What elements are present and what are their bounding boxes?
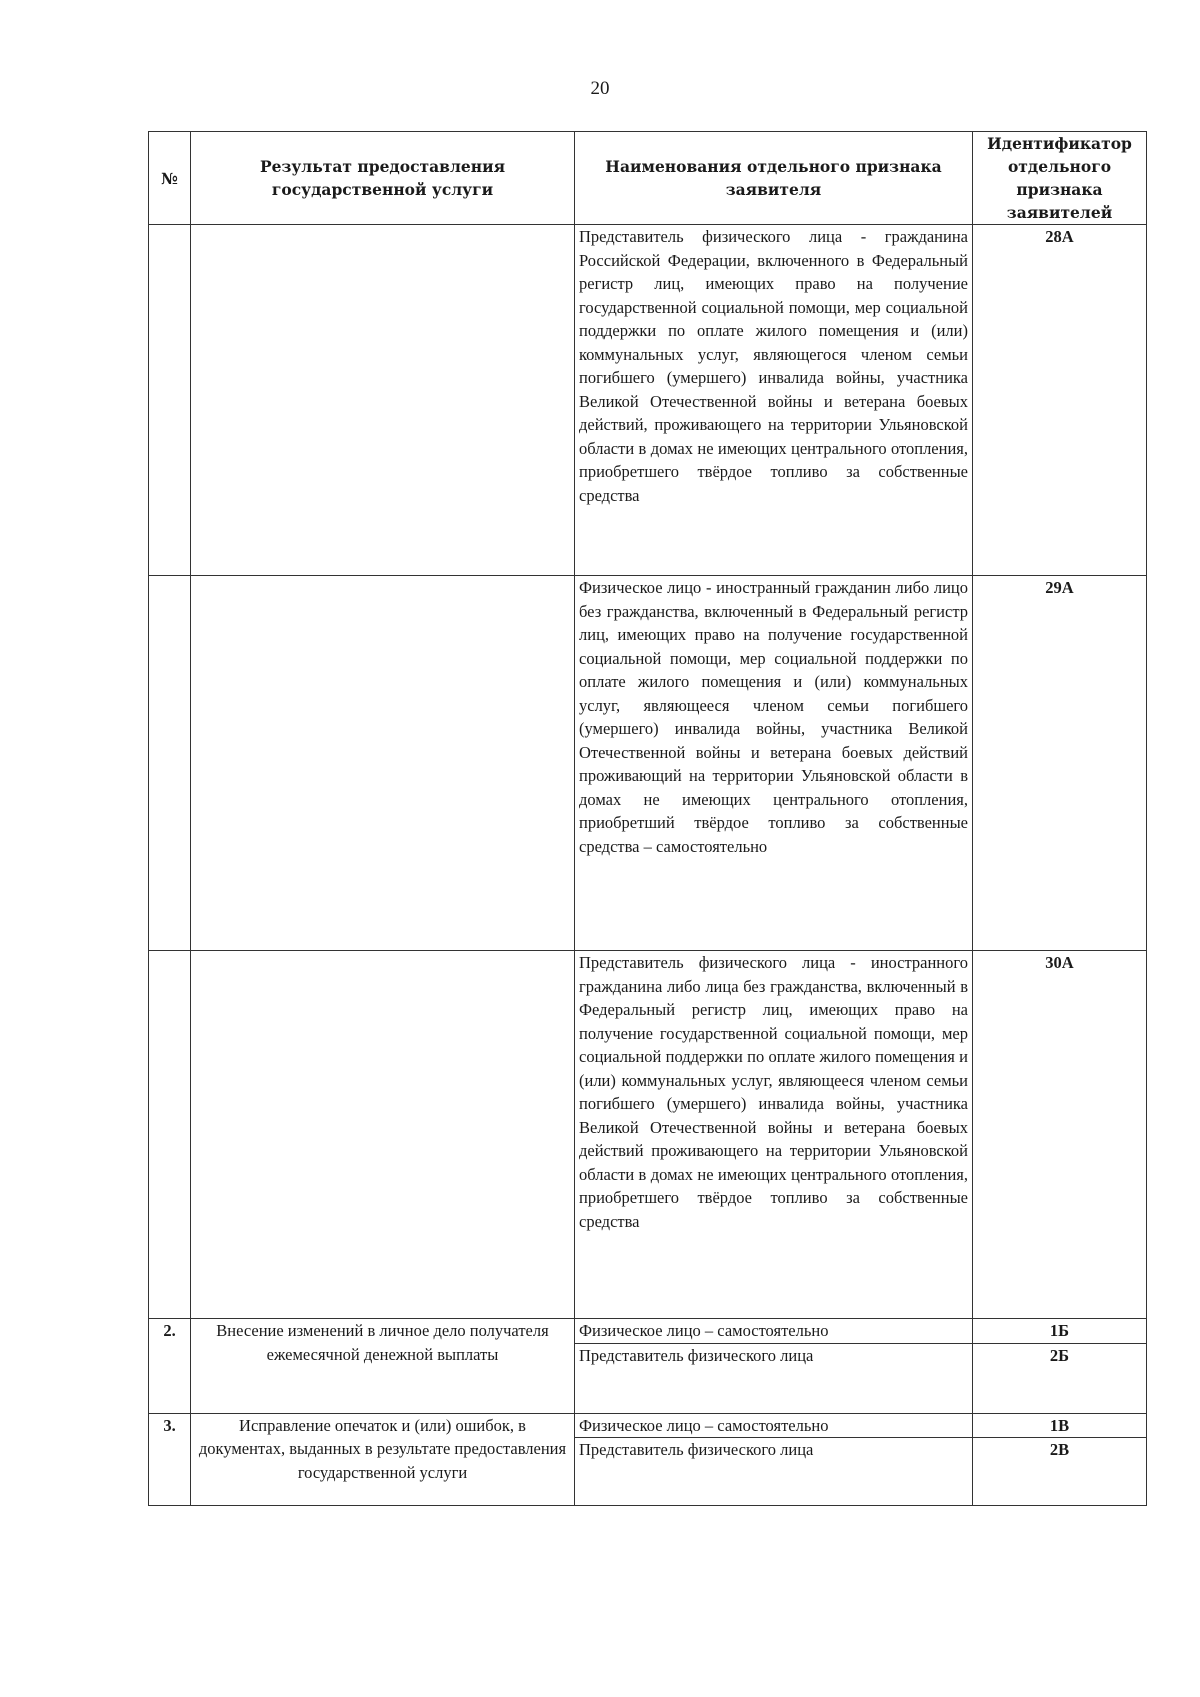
- row-num-cell: [149, 225, 191, 576]
- table-row: [149, 1413, 1147, 1438]
- row-result-cell: [191, 576, 575, 951]
- section-number: 3.: [149, 1413, 191, 1506]
- table-row: [149, 225, 1147, 576]
- feature-cell: Представитель физического лица: [575, 1438, 973, 1506]
- header-num: №: [149, 132, 191, 225]
- section-number: 2.: [149, 1319, 191, 1414]
- identifier-cell: 1В: [973, 1413, 1147, 1438]
- identifier-cell: 2Б: [973, 1343, 1147, 1413]
- row-result-cell: [191, 951, 575, 1319]
- row-num-cell: [149, 951, 191, 1319]
- header-feature: Наименования отдельного признака заявителя: [575, 132, 973, 225]
- identifier-cell: 2В: [973, 1438, 1147, 1506]
- feature-cell: Физическое лицо - иностранный гражданин либо лицо без гражданства, включенный в Федеральный регистр лиц, имеющих право на получение государственной социальной помощи, мер социальной поддержки по оплате жилого помещения и (или) коммунальных услуг, являющееся членом семьи погибшего (умершего) инвалида войны, участника Великой Отечественной войны и ветерана боевых действий проживающий на территории Ульяновской области в домах не имеющих центрального отопления, приобретший твёрдое топливо за собственные средства – самостоятельно: [575, 576, 973, 951]
- table-row: [149, 576, 1147, 951]
- feature-cell: Представитель физического лица: [575, 1343, 973, 1413]
- section-result: Внесение изменений в личное дело получателя ежемесячной денежной выплаты: [191, 1319, 575, 1414]
- feature-cell: Представитель физического лица - гражданина Российской Федерации, включенного в Федеральный регистр лиц, имеющих право на получение государственной социальной помощи, мер социальной поддержки по оплате жилого помещения и (или) коммунальных услуг, являющегося членом семьи погибшего (умершего) инвалида войны, участника Великой Отечественной войны и ветерана боевых действий, проживающего на территории Ульяновской области в домах не имеющих центрального отопления, приобретшего твёрдое топливо за собственные средства: [575, 225, 973, 576]
- table-row: [149, 951, 1147, 1319]
- table-row: [149, 1319, 1147, 1344]
- header-id: Идентификатор отдельного признака заявителей: [973, 132, 1147, 225]
- feature-cell: Физическое лицо – самостоятельно: [575, 1319, 973, 1344]
- applicant-features-table: [148, 131, 1147, 1506]
- row-num-cell: [149, 576, 191, 951]
- table-header-row: [149, 132, 1147, 225]
- feature-cell: Представитель физического лица - иностранного гражданина либо лица без гражданства, включенный в Федеральный регистр лиц, имеющих право на получение государственной социальной помощи, мер социальной поддержки по оплате жилого помещения и (или) коммунальных услуг, являющееся членом семьи погибшего (умершего) инвалида войны, участника Великой Отечественной войны и ветерана боевых действий проживающего на территории Ульяновской области в домах не имеющих центрального отопления, приобретшего твёрдое топливо за собственные средства: [575, 951, 973, 1319]
- identifier-cell: 29А: [973, 576, 1147, 951]
- identifier-cell: 30А: [973, 951, 1147, 1319]
- section-result: Исправление опечаток и (или) ошибок, в документах, выданных в результате предоставления государственной услуги: [191, 1413, 575, 1506]
- row-result-cell: [191, 225, 575, 576]
- identifier-cell: 28А: [973, 225, 1147, 576]
- identifier-cell: 1Б: [973, 1319, 1147, 1344]
- header-result: Результат предоставления государственной услуги: [191, 132, 575, 225]
- feature-cell: Физическое лицо – самостоятельно: [575, 1413, 973, 1438]
- page-number: 20: [590, 78, 610, 99]
